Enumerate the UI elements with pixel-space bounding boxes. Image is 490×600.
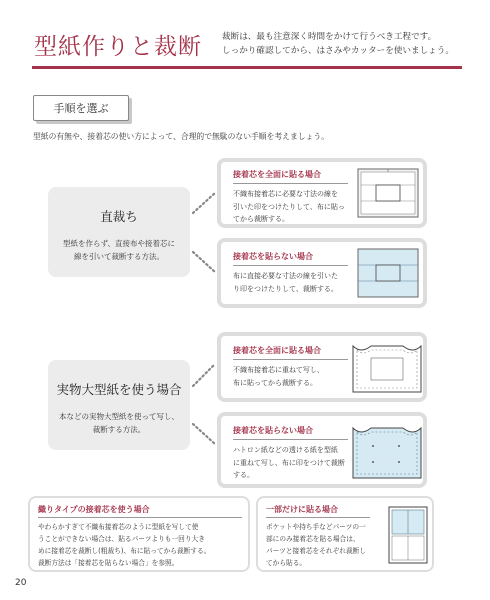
note-text [266,521,378,569]
choose-steps-heading: 手順を選ぶ [33,95,129,121]
card-text [233,270,353,295]
note-line: ポケットや持ち手などパーツの一 [266,523,366,531]
option-card-no-fusible-pattern [217,412,427,488]
section-description: 型紙の有無や、接着芯の使い方によって、合理的で無駄のない手順を考えましょう。 [33,132,329,141]
note-title: 一部だけに貼る場合 [266,505,338,514]
note-line: 裁断方法は「接着芯を貼らない場合」を参照。 [38,559,179,567]
method-pattern-line-1: 本などの実物大型紙を使って写し、 [59,412,179,421]
method-direct-panel [48,187,190,277]
card-title: 接着芯を貼らない場合 [233,426,313,435]
card-line: てから裁断する。 [233,215,289,223]
method-direct-line-1: 型紙を作らず、直接布や接着芯に [63,239,175,248]
option-card-fusible-full-direct [217,158,427,228]
card-line: 不織布接着芯に必要な寸法の線を [233,190,338,198]
note-text [38,521,248,569]
connector-pattern-bottom [193,424,215,444]
note-divider [266,517,370,518]
card-title: 接着芯を全面に貼る場合 [233,170,321,179]
intro-line-2: しっかり確認してから、はさみやカッターを使いましょう。 [222,46,454,56]
partial-interfacing-note [256,496,434,572]
marked-fabric-illustration [351,422,423,482]
card-divider [233,265,348,266]
card-line: に重ねて写し、布に印をつけて裁断 [233,458,345,467]
card-line: 布に貼ってから裁断する。 [233,378,317,387]
card-line: ハトロン紙などの透ける紙を型紙 [233,446,338,454]
card-line: する。 [233,471,254,479]
card-text [233,444,355,482]
note-title: 織りタイプの接着芯を使う場合 [38,505,150,514]
method-direct-title: 直裁ち [100,209,138,224]
pattern-piece-illustration [351,340,423,396]
intro-text [222,30,482,58]
option-card-no-fusible-direct [217,238,427,308]
card-divider [233,183,348,184]
method-pattern-text [48,410,190,436]
card-title: 接着芯を全面に貼る場合 [233,346,321,355]
note-line: うことができない場合は、貼るパーツよりも一回り大き [38,535,205,543]
connector-direct-bottom [193,252,215,272]
card-line: 布に直接必要な寸法の線を引いた [233,272,338,280]
option-card-fusible-full-pattern [217,332,427,402]
card-divider [233,359,348,360]
note-line: めに接着芯を裁断し(粗裁ち)、布に貼ってから裁断する。 [38,547,211,555]
intro-line-1: 裁断は、最も注意深く時間をかけて行うべき工程です。 [222,32,437,42]
connector-pattern-top [193,364,215,386]
method-direct-text [48,237,190,263]
method-direct-line-2: 線を引いて裁断する方法。 [74,252,164,261]
method-pattern-line-2: 裁断する方法。 [92,425,146,434]
note-line: 部にのみ接着芯を貼る場合は、 [266,535,360,543]
card-line: り印をつけたりして、裁断する。 [233,284,338,293]
card-line: 不織布接着芯に重ねて写し、 [233,366,324,374]
pocket-interfacing-illustration [388,506,428,564]
fabric-with-interfacing-illustration [357,168,419,218]
card-text [233,188,351,226]
fabric-illustration [357,248,419,298]
method-pattern-title: 実物大型紙を使う場合 [56,382,182,397]
note-divider [38,517,242,518]
note-line: やわらかすぎて不織布接着芯のように型紙を写して使 [38,523,199,531]
connector-direct-top [193,193,215,213]
page-title: 型紙作りと裁断 [34,34,202,60]
card-text [233,364,353,389]
method-pattern-panel [48,360,190,450]
page-number: 20 [15,578,27,588]
title-underline [32,66,462,69]
note-line: パーツと接着芯をそれぞれ裁断し [266,547,367,555]
note-line: てから貼る。 [266,559,307,567]
card-title: 接着芯を貼らない場合 [233,252,313,261]
card-line: 引いた印をつけたりして、布に貼っ [233,202,345,211]
woven-interfacing-note [28,496,250,572]
card-divider [233,439,348,440]
